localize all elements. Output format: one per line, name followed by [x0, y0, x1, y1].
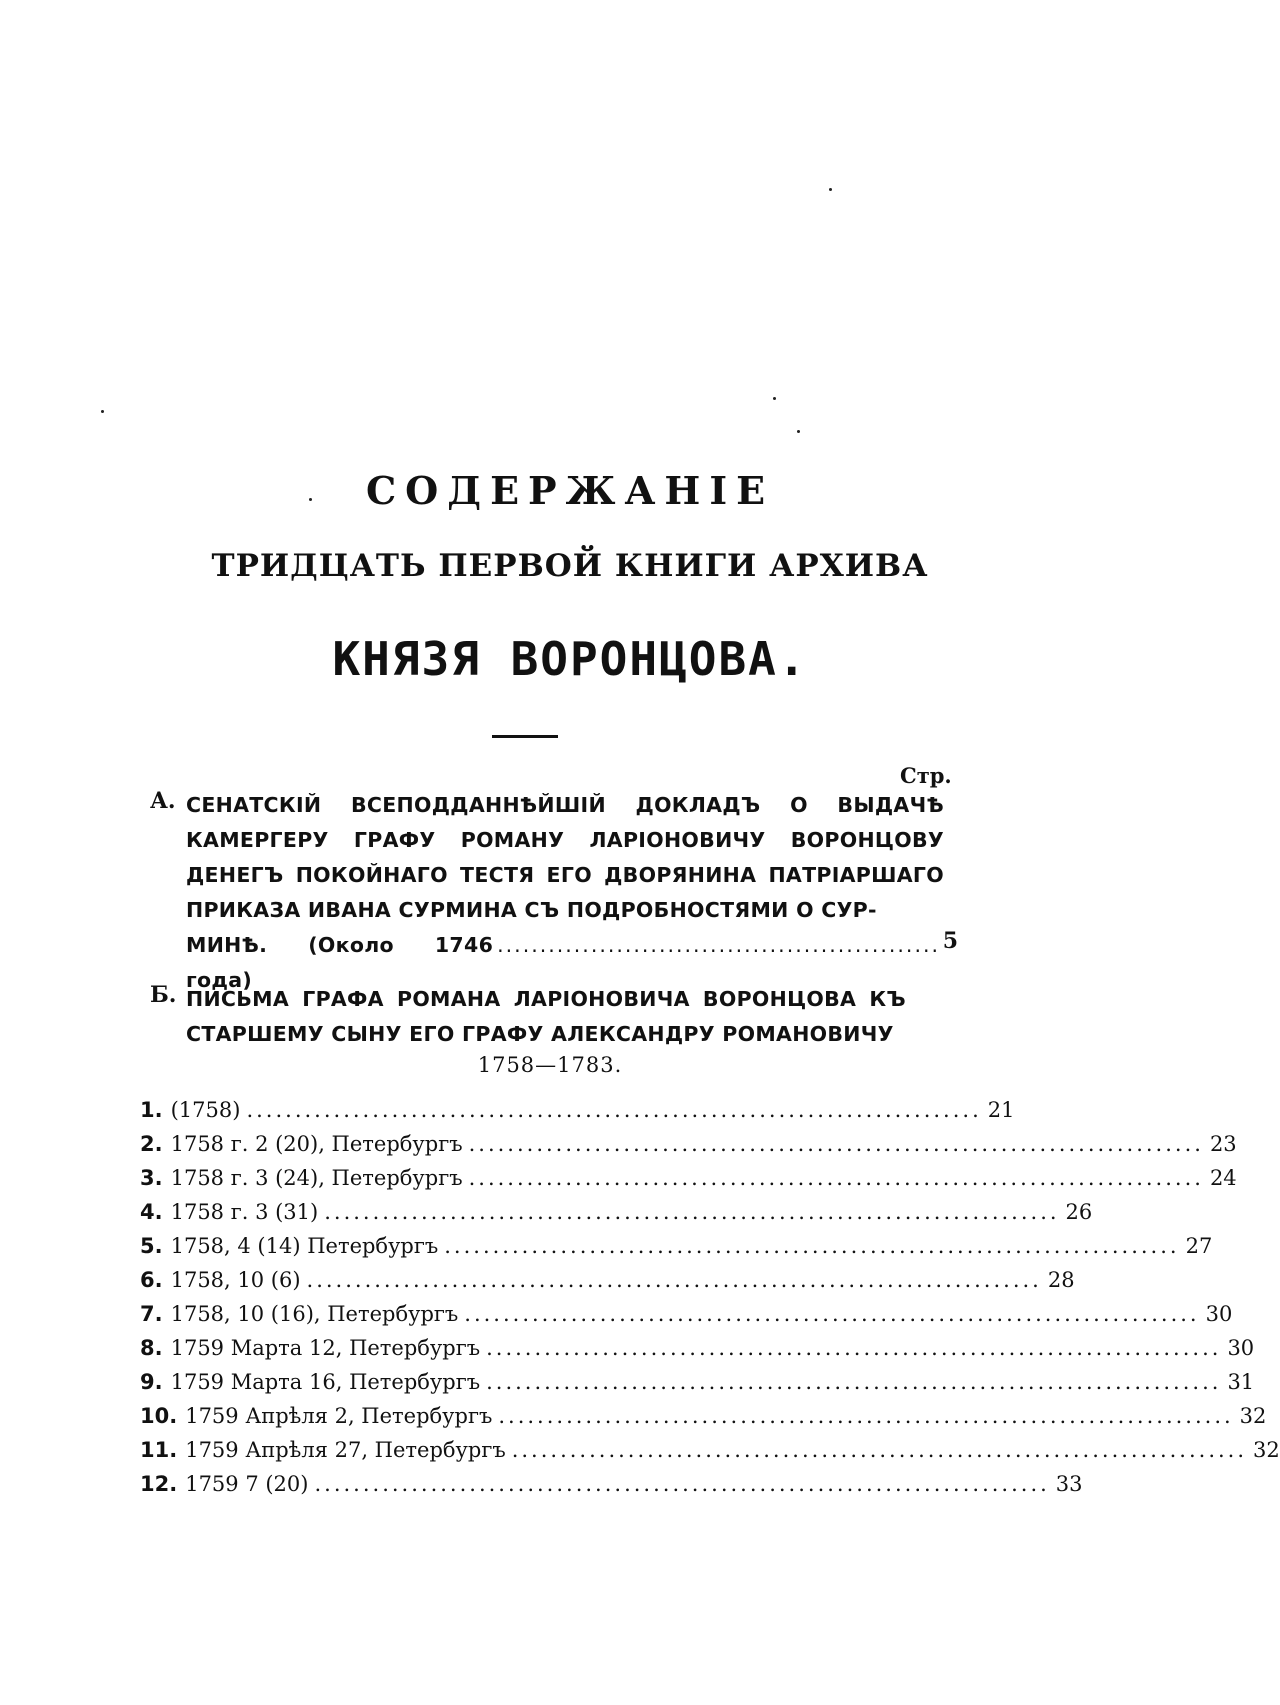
dot-leader: ............................................................................: [486, 1370, 1222, 1394]
entry-text: 1758, 4 (14) Петербургъ: [170, 1234, 439, 1258]
page-subtitle: ТРИДЦАТЬ ПЕРВОЙ КНИГИ АРХИВА: [211, 548, 929, 584]
entry-number: 11.: [140, 1438, 178, 1462]
entry-text: 1759 7 (20): [185, 1472, 309, 1496]
dot-leader: ............................................................................: [511, 1438, 1248, 1462]
dot-leader: ............................................................................: [306, 1268, 1042, 1292]
dot-leader: ............................................................................: [498, 1404, 1234, 1428]
entry-number: 3.: [140, 1166, 163, 1190]
list-item: [140, 1200, 1093, 1234]
list-item: [140, 1302, 1233, 1336]
entry-number: 2.: [140, 1132, 163, 1156]
dot-leader: ............................................................................: [468, 1132, 1204, 1156]
entry-page: 24: [1209, 1166, 1237, 1190]
dot-leader: ............................................................................: [314, 1472, 1050, 1496]
dot-leader: ............................................................................: [468, 1166, 1204, 1190]
list-item: [140, 1438, 1280, 1472]
scan-speck: [797, 430, 800, 433]
entry-page: 32: [1239, 1404, 1267, 1428]
entry-page: 21: [987, 1098, 1015, 1122]
dot-leader: ............................................................................: [444, 1234, 1180, 1258]
entry-text: (1758): [170, 1098, 241, 1122]
entry-number: 6.: [140, 1268, 163, 1292]
entry-text: 1759 Марта 12, Петербургъ: [170, 1336, 481, 1360]
section-b-label: Б.: [150, 982, 177, 1008]
list-item: [140, 1132, 1237, 1166]
entry-page: 31: [1227, 1370, 1255, 1394]
section-b-text: ПИСЬМА ГРАФА РОМАНА ЛАРІОНОВИЧА ВОРОНЦОВА КЪ СТАРШЕМУ СЫНУ ЕГО ГРАФУ АЛЕКСАНДРУ РОМАНОВИЧУ: [186, 987, 906, 1046]
dot-leader: ............................................................................: [246, 1098, 982, 1122]
entry-text: 1758 г. 3 (31): [170, 1200, 319, 1224]
page-column-label: Стр.: [900, 763, 952, 788]
entry-text: 1759 Марта 16, Петербургъ: [170, 1370, 481, 1394]
list-item: [140, 1472, 1083, 1506]
entry-text: 1758, 10 (16), Петербургъ: [170, 1302, 459, 1326]
entry-text: 1758 г. 2 (20), Петербургъ: [170, 1132, 463, 1156]
entry-number: 4.: [140, 1200, 163, 1224]
page-title: СОДЕРЖАНІЕ: [365, 468, 775, 513]
entry-page: 27: [1185, 1234, 1213, 1258]
entry-number: 12.: [140, 1472, 178, 1496]
entry-page: 33: [1055, 1472, 1083, 1496]
entry-number: 8.: [140, 1336, 163, 1360]
list-item: [140, 1166, 1237, 1200]
section-a-page: 5: [942, 928, 958, 954]
entry-text: 1759 Апрѣля 27, Петербургъ: [185, 1438, 506, 1462]
dot-leader: ............................................................................: [486, 1336, 1222, 1360]
section-a-label: А.: [150, 788, 176, 814]
list-item: [140, 1336, 1255, 1370]
entry-number: 9.: [140, 1370, 163, 1394]
entry-page: 30: [1227, 1336, 1255, 1360]
list-item: [140, 1370, 1255, 1404]
entry-number: 5.: [140, 1234, 163, 1258]
section-b-years: 1758—1783.: [477, 1053, 623, 1077]
entry-page: 26: [1065, 1200, 1093, 1224]
entry-text: 1758, 10 (6): [170, 1268, 301, 1292]
entry-number: 7.: [140, 1302, 163, 1326]
section-a-text-end: МИНѢ. (Около 1746 года): [186, 933, 494, 992]
divider: [492, 735, 558, 738]
entry-page: 28: [1047, 1268, 1075, 1292]
section-a-text-main: СЕНАТСКІЙ ВСЕПОДДАННѢЙШІЙ ДОКЛАДЪ О ВЫДАЧѢ КАМЕРГЕРУ ГРАФУ РОМАНУ ЛАРІОНОВИЧУ ВОРОНЦОВУ ДЕНЕГЪ ПОКОЙНАГО ТЕСТЯ ЕГО ДВОРЯНИНА ПАТРІАРШАГО ПРИКАЗА ИВАНА СУРМИНА СЪ ПОДРОБНОСТЯМИ О СУР-: [186, 793, 944, 922]
scan-speck: [773, 397, 776, 400]
entry-number: 10.: [140, 1404, 178, 1428]
entry-text: 1759 Апрѣля 2, Петербургъ: [185, 1404, 493, 1428]
dot-leader: ............................................................................: [464, 1302, 1200, 1326]
section-a-text: [186, 788, 944, 998]
archive-name: КНЯЗЯ ВОРОНЦОВА.: [332, 632, 808, 686]
list-item: [140, 1404, 1267, 1438]
entry-number: 1.: [140, 1098, 163, 1122]
scan-speck: [101, 410, 104, 413]
entry-text: 1758 г. 3 (24), Петербургъ: [170, 1166, 463, 1190]
letters-list: [140, 1098, 1280, 1506]
dot-leader: ....................................................: [497, 933, 940, 957]
entry-page: 30: [1205, 1302, 1233, 1326]
scan-speck: [829, 188, 832, 191]
entry-page: 23: [1209, 1132, 1237, 1156]
list-item: [140, 1268, 1075, 1302]
dot-leader: ............................................................................: [324, 1200, 1060, 1224]
list-item: [140, 1098, 1015, 1132]
entry-page: 32: [1253, 1438, 1280, 1462]
list-item: [140, 1234, 1213, 1268]
